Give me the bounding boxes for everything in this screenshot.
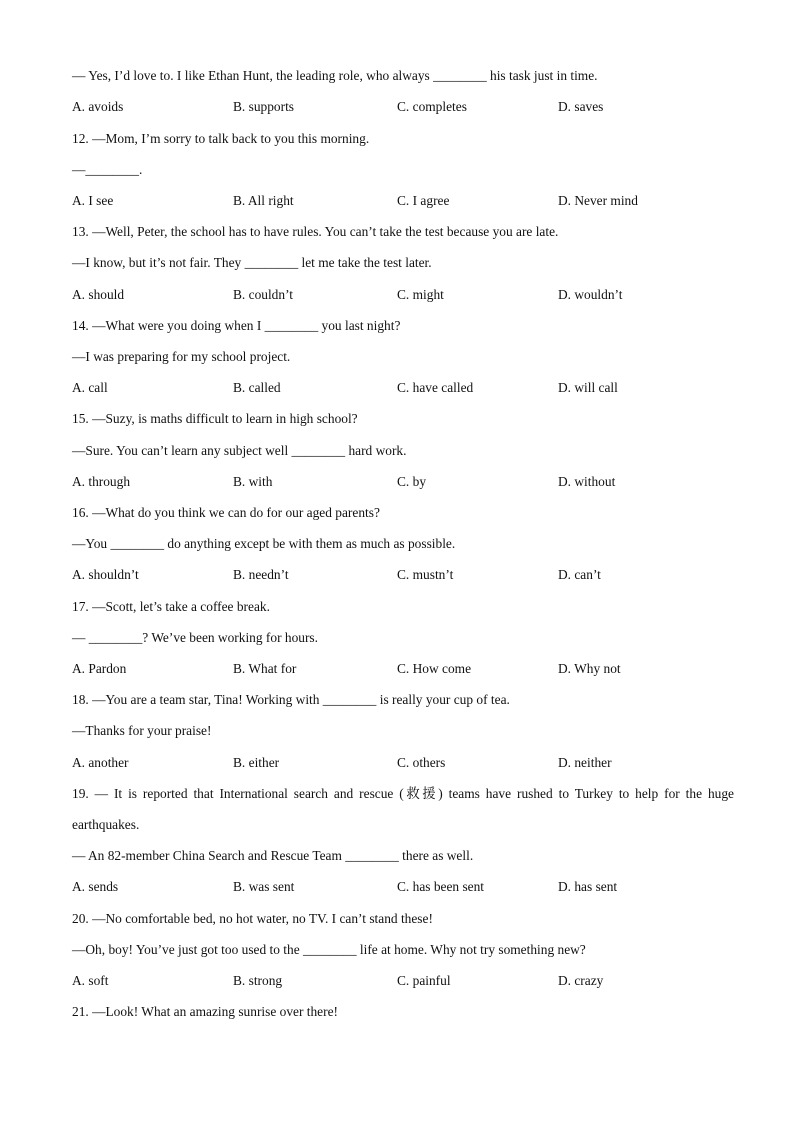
q19-option-b: B. was sent <box>233 879 295 894</box>
q13-option-c: C. might <box>397 287 444 302</box>
question-15-line-1: 15. —Suzy, is maths difficult to learn in high school? <box>72 411 358 426</box>
q18-option-d: D. neither <box>558 755 612 770</box>
q13-option-b: B. couldn’t <box>233 287 294 302</box>
q14-option-b: B. called <box>233 380 281 395</box>
question-20-line-2: —Oh, boy! You’ve just got too used to the ________ life at home. Why not try something new? <box>72 942 586 957</box>
q14-option-d: D. will call <box>558 380 618 395</box>
question-19-line-2: — An 82-member China Search and Rescue Team ________ there as well. <box>72 848 474 863</box>
q11-option-a: A. avoids <box>72 99 124 114</box>
question-14-line-1: 14. —What were you doing when I ________ you last night? <box>72 318 401 333</box>
q20-option-c: C. painful <box>397 973 451 988</box>
q14-option-c: C. have called <box>397 380 474 395</box>
question-16-line-1: 16. —What do you think we can do for our aged parents? <box>72 505 380 520</box>
question-12-line-1: 12. —Mom, I’m sorry to talk back to you this morning. <box>72 131 370 146</box>
q11-option-d: D. saves <box>558 99 604 114</box>
q17-option-d: D. Why not <box>558 661 621 676</box>
question-17-line-2: — ________? We’ve been working for hours. <box>72 630 318 645</box>
q16-option-c: C. mustn’t <box>397 567 454 582</box>
question-21-line-1: 21. —Look! What an amazing sunrise over there! <box>72 1004 338 1019</box>
q20-option-a: A. soft <box>72 973 109 988</box>
q20-option-b: B. strong <box>233 973 283 988</box>
q18-option-b: B. either <box>233 755 280 770</box>
q16-option-b: B. needn’t <box>233 567 289 582</box>
q15-option-b: B. with <box>233 474 273 489</box>
q12-option-d: D. Never mind <box>558 193 638 208</box>
question-14-line-2: —I was preparing for my school project. <box>72 349 291 364</box>
q16-option-d: D. can’t <box>558 567 601 582</box>
question-20-line-1: 20. —No comfortable bed, no hot water, no TV. I can’t stand these! <box>72 911 433 926</box>
q12-option-a: A. I see <box>72 193 114 208</box>
question-19-line-1-continued: earthquakes. <box>72 817 140 832</box>
q13-option-a: A. should <box>72 287 125 302</box>
question-19-line-1: 19. — It is reported that International search and rescue (救援) teams have rushed to Turkey to help for the huge <box>72 786 734 801</box>
q11-option-b: B. supports <box>233 99 295 114</box>
q20-option-d: D. crazy <box>558 973 604 988</box>
question-18-line-2: —Thanks for your praise! <box>72 723 212 738</box>
q19-option-d: D. has sent <box>558 879 618 894</box>
q18-option-a: A. another <box>72 755 129 770</box>
q13-option-d: D. wouldn’t <box>558 287 623 302</box>
q15-option-d: D. without <box>558 474 616 489</box>
q15-option-c: C. by <box>397 474 427 489</box>
q17-option-c: C. How come <box>397 661 472 676</box>
question-13-line-2: —I know, but it’s not fair. They ________ let me take the test later. <box>72 255 432 270</box>
q14-option-a: A. call <box>72 380 108 395</box>
q17-option-a: A. Pardon <box>72 661 127 676</box>
q19-option-c: C. has been sent <box>397 879 485 894</box>
q12-option-c: C. I agree <box>397 193 450 208</box>
q18-option-c: C. others <box>397 755 446 770</box>
question-17-line-1: 17. —Scott, let’s take a coffee break. <box>72 599 270 614</box>
question-15-line-2: —Sure. You can’t learn any subject well ________ hard work. <box>72 443 407 458</box>
q19-option-a: A. sends <box>72 879 119 894</box>
q12-option-b: B. All right <box>233 193 294 208</box>
q15-option-a: A. through <box>72 474 131 489</box>
q11-option-c: C. completes <box>397 99 467 114</box>
q16-option-a: A. shouldn’t <box>72 567 139 582</box>
question-18-line-1: 18. —You are a team star, Tina! Working with ________ is really your cup of tea. <box>72 692 510 707</box>
question-11-dialogue-line: — Yes, I’d love to. I like Ethan Hunt, the leading role, who always ________ his task just in time. <box>72 68 598 83</box>
question-16-line-2: —You ________ do anything except be with them as much as possible. <box>72 536 456 551</box>
question-13-line-1: 13. —Well, Peter, the school has to have rules. You can’t take the test because you are late. <box>72 224 559 239</box>
q17-option-b: B. What for <box>233 661 297 676</box>
question-12-line-2: —________. <box>72 162 143 177</box>
